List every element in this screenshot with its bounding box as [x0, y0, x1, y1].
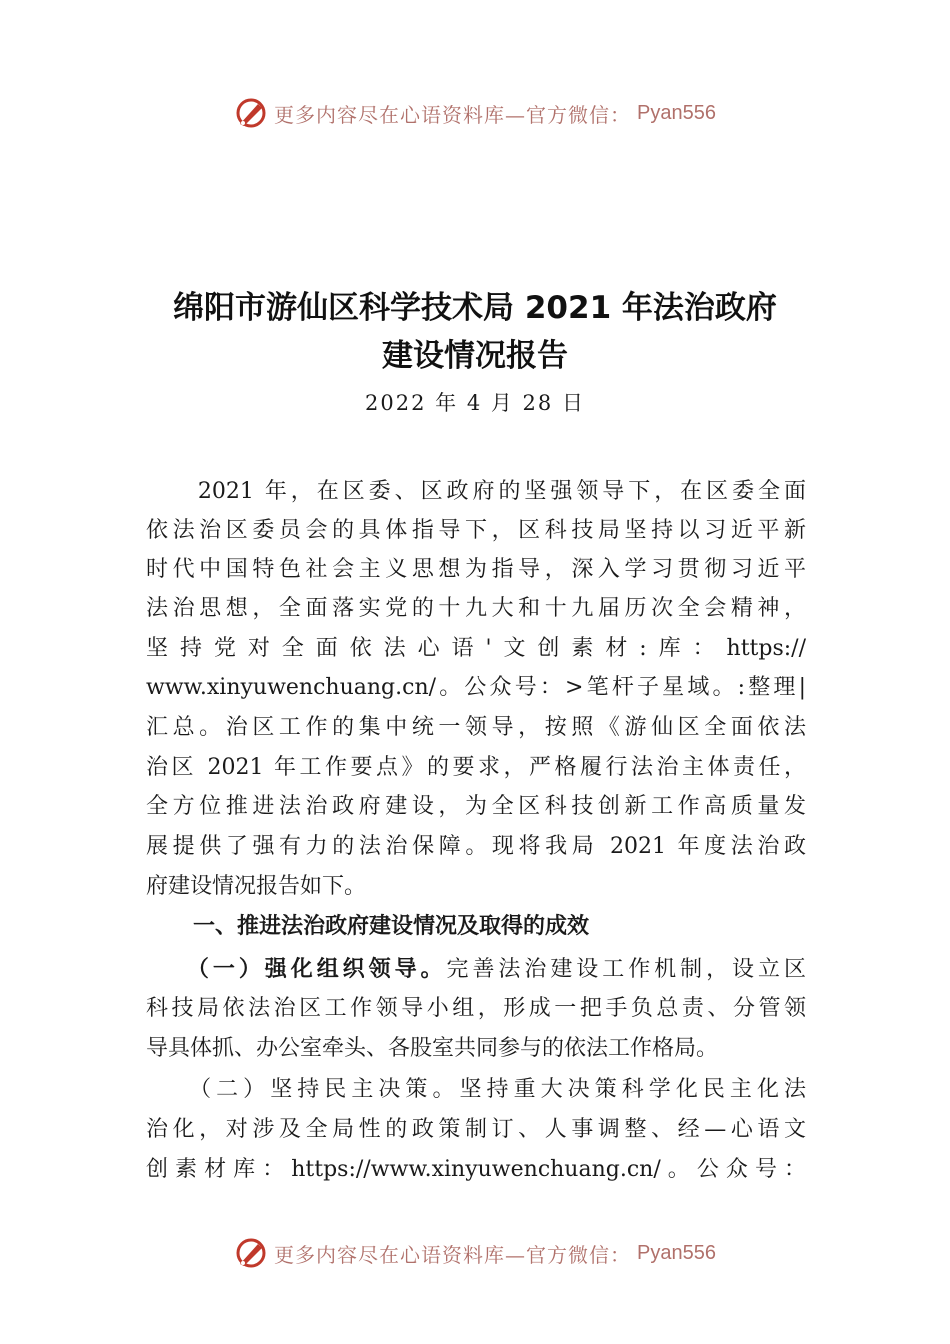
footer-banner [0, 1236, 950, 1270]
item1-line: 科技局依法治区工作领导小组，形成一把手负总责、分管领 [146, 996, 806, 1021]
document-date: 2022 年 4 月 28 日 [365, 391, 585, 415]
intro-line: 坚持党对全面依法心语'文创素材:库：https:// [146, 636, 806, 661]
item2-line: 创素材库：https://www.xinyuwenchuang.cn/。公众号： [146, 1157, 806, 1182]
footer-banner-text: 更多内容尽在心语资料库—官方微信： [274, 1242, 632, 1267]
item1-line1-rest: 完善法治建设工作机制，设立区 [446, 957, 806, 982]
pen-logo-icon [234, 1236, 268, 1270]
intro-line: 治区 2021 年工作要点》的要求，严格履行法治主体责任， [146, 755, 806, 780]
intro-line: www.xinyuwenchuang.cn/。公众号：>笔杆子星域。:整理| [146, 675, 806, 700]
footer-wechat-id: Pyan556 [637, 1241, 716, 1264]
header-banner [0, 96, 950, 130]
item2-line: 治化，对涉及全局性的政策制订、人事调整、经—心语文 [146, 1117, 806, 1142]
intro-line: 法治思想，全面落实党的十九大和十九届历次全会精神， [146, 596, 806, 621]
section1-heading: 一、推进法治政府建设情况及取得的成效 [193, 914, 590, 939]
item1-line [146, 955, 806, 985]
item1-line: 导具体抓、办公室牵头、各股室共同参与的依法工作格局。 [146, 1036, 719, 1061]
document-title-line1: 绵阳市游仙区科学技术局 2021 年法治政府 [173, 290, 777, 326]
intro-line: 全方位推进法治政府建设，为全区科技创新工作高质量发 [146, 794, 806, 819]
document-title-line2: 建设情况报告 [382, 338, 568, 374]
intro-line: 时代中国特色社会主义思想为指导，深入学习贯彻习近平 [146, 557, 806, 582]
header-wechat-id: Pyan556 [637, 101, 716, 124]
header-banner-text: 更多内容尽在心语资料库—官方微信： [274, 102, 632, 127]
item2-line: （二）坚持民主决策。坚持重大决策科学化民主化法 [146, 1077, 806, 1102]
intro-line: 汇总。治区工作的集中统一领导，按照《游仙区全面依法 [146, 715, 806, 740]
intro-line: 展提供了强有力的法治保障。现将我局 2021 年度法治政 [146, 834, 806, 859]
pen-logo-icon [234, 96, 268, 130]
intro-line: 府建设情况报告如下。 [146, 874, 367, 899]
item1-lead: （一）强化组织领导。 [197, 957, 447, 982]
intro-line: 2021 年，在区委、区政府的坚强领导下，在区委全面 [146, 479, 806, 504]
intro-line: 依法治区委员会的具体指导下，区科技局坚持以习近平新 [146, 518, 806, 543]
